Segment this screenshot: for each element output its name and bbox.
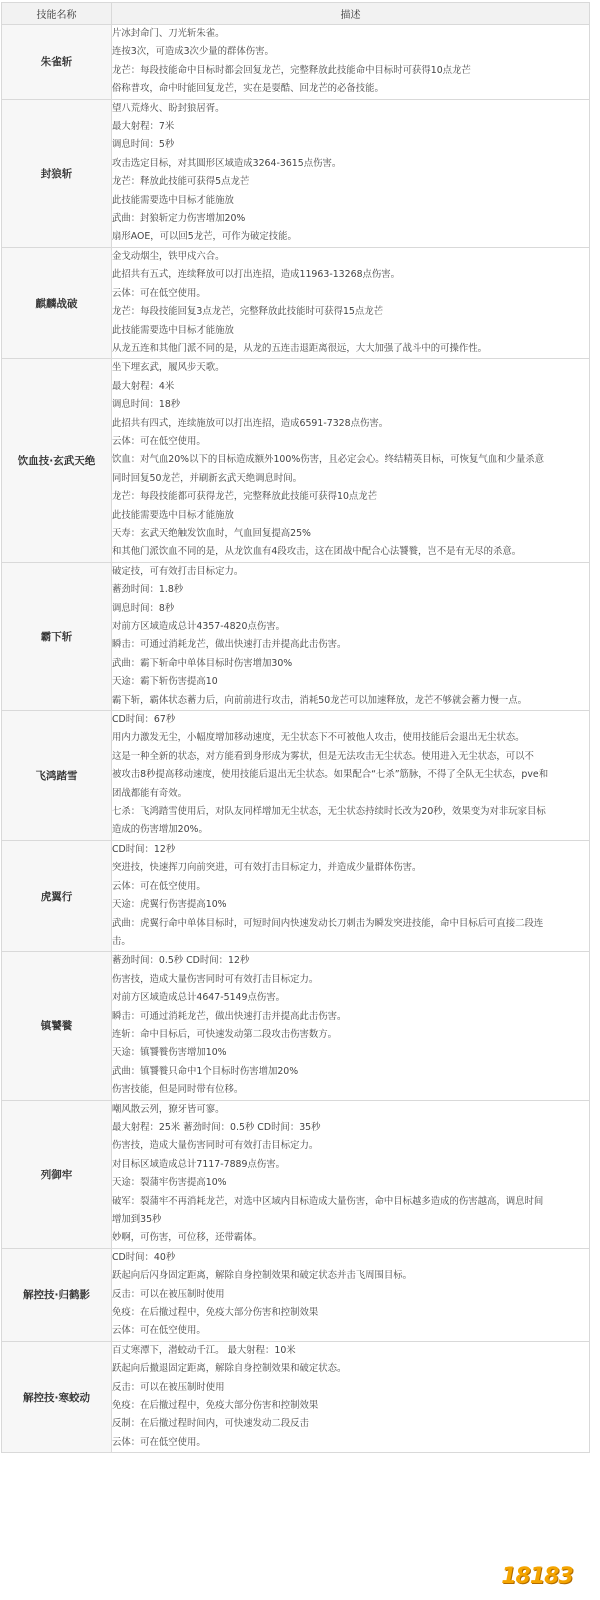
description-line: 云体：可在低空使用。 <box>112 880 206 892</box>
description-line: 百丈寒潭下，潜蛟动千江。 最大射程：10米 <box>112 1344 296 1356</box>
skill-description <box>112 99 590 247</box>
skill-name: 饮血技·玄武天绝 <box>2 359 112 562</box>
description-line: 最大射程：4米 <box>112 380 175 392</box>
description-line: 云体：可在低空使用。 <box>112 1436 206 1448</box>
skill-name: 解控技·寒蛟动 <box>2 1341 112 1452</box>
description-line: 此技能需要选中目标才能施放 <box>112 509 234 521</box>
description-line: 蓄劲时间：0.5秒 CD时间：12秒 <box>112 955 250 967</box>
table-header-row <box>2 3 590 25</box>
description-line: 此招共有四式，连续施放可以打出连招，造成6591-7328点伤害。 <box>112 417 389 429</box>
skill-description <box>112 25 590 100</box>
description-line: 霸下斩，霸体状态蓄力后，向前前进行攻击，消耗50龙芒可以加速释放，龙芒不够就会蓄力慢一点。 <box>112 694 528 706</box>
header-skill-name: 技能名称 <box>2 3 112 25</box>
description-line: 对目标区域造成总计7117-7889点伤害。 <box>112 1158 285 1170</box>
description-line: 反击：可以在被压制时使用 <box>112 1288 225 1300</box>
description-line: 团战都能有奇效。 <box>112 787 188 799</box>
description-line: 反制：在后撤过程时间内，可快速发动二段反击 <box>112 1418 309 1430</box>
description-line: 武曲：虎翼行命中单体目标时，可短时间内快速发动长刀刺击为瞬发突进技能，命中目标后可直接二段连 <box>112 917 544 929</box>
description-line: 武曲：镇饕餮只命中1个目标时伤害增加20% <box>112 1065 299 1077</box>
skill-name: 麒麟战破 <box>2 247 112 358</box>
description-line: 瞬击：可通过消耗龙芒，做出快速打击并提高此击伤害。 <box>112 1010 347 1022</box>
description-line: 攻击选定目标，对其圆形区域造成3264-3615点伤害。 <box>112 157 342 169</box>
description-line: 伤害技能，但是同时带有位移。 <box>112 1084 244 1096</box>
description-line: 同时回复50龙芒，并刷新玄武天绝调息时间。 <box>112 472 303 484</box>
description-line: 天途：镇饕餮伤害增加10% <box>112 1047 227 1059</box>
description-line: 免疫：在后撤过程中，免疫大部分伤害和控制效果 <box>112 1307 319 1319</box>
description-line: 扇形AOE，可以回5龙芒，可作为破定技能。 <box>112 231 297 243</box>
skill-name: 朱雀斩 <box>2 25 112 100</box>
skill-name: 列御牢 <box>2 1100 112 1248</box>
skill-name: 镇饕餮 <box>2 952 112 1100</box>
description-line: 和其他门派饮血不同的是，从龙饮血有4段攻击，这在团战中配合心法饕餮，岂不是有无尽的杀意。 <box>112 546 522 558</box>
description-line: 云体：可在低空使用。 <box>112 435 206 447</box>
description-line: 伤害技，造成大量伤害同时可有效打击目标定力。 <box>112 973 319 985</box>
description-line: 七杀：飞鸿踏雪使用后，对队友同样增加无尘状态，无尘状态持续时长改为20秒，效果变为对非玩家目标 <box>112 806 546 818</box>
site-logo-watermark <box>478 1554 596 1598</box>
description-line: 调息时间：8秒 <box>112 602 175 614</box>
description-line: 瞬击：可通过消耗龙芒，做出快速打击并提高此击伤害。 <box>112 639 347 651</box>
skill-name: 虎翼行 <box>2 840 112 951</box>
table-row <box>2 359 590 562</box>
description-line: 妙啊，可伤害，可位移，还带霸体。 <box>112 1232 263 1244</box>
description-line: 金戈动烟尘，铁甲戍六合。 <box>112 250 225 262</box>
description-line: 对前方区域造成总计4647-5149点伤害。 <box>112 992 285 1004</box>
skill-description <box>112 1248 590 1341</box>
description-line: 天途：霸下斩伤害提高10 <box>112 676 218 688</box>
table-row <box>2 25 590 100</box>
skill-description <box>112 1341 590 1452</box>
table-body <box>2 25 590 1453</box>
skill-description <box>112 840 590 951</box>
description-line: 武曲：封狼斩定力伤害增加20% <box>112 213 246 225</box>
description-line: 坐下埋玄武，履风步天歌。 <box>112 362 225 374</box>
description-line: 天途：虎翼行伤害提高10% <box>112 899 227 911</box>
table-row <box>2 247 590 358</box>
skill-description <box>112 1100 590 1248</box>
skill-name: 解控技·归鹤影 <box>2 1248 112 1341</box>
description-line: 龙芒：每段技能回复3点龙芒，完整释放此技能时可获得15点龙芒 <box>112 306 384 318</box>
table-row <box>2 1248 590 1341</box>
table-row <box>2 952 590 1100</box>
description-line: 免疫：在后撤过程中，免疫大部分伤害和控制效果 <box>112 1400 319 1412</box>
skill-description <box>112 952 590 1100</box>
table-row <box>2 711 590 841</box>
table-row <box>2 840 590 951</box>
description-line: 天寿：玄武天绝触发饮血时，气血回复提高25% <box>112 527 311 539</box>
skill-name: 飞鸿踏雪 <box>2 711 112 841</box>
description-line: 蓄劲时间：1.8秒 <box>112 584 184 596</box>
description-line: 突进技，快速挥刀向前突进，可有效打击目标定力，并造成少量群体伤害。 <box>112 862 422 874</box>
description-line: 龙芒：释放此技能可获得5点龙芒 <box>112 176 250 188</box>
description-line: 此招共有五式，连续释放可以打出连招，造成11963-13268点伤害。 <box>112 269 401 281</box>
skill-description <box>112 359 590 562</box>
description-line: 龙芒：每段技能命中目标时都会回复龙芒，完整释放此技能命中目标时可获得10点龙芒 <box>112 64 471 76</box>
description-line: 片冰封命门、刀光斩朱雀。 <box>112 28 225 39</box>
description-line: 被攻击8秒提高移动速度，使用技能后退出无尘状态。如果配合“七杀”筋脉，不得了全队无尘状态，pve和 <box>112 769 549 781</box>
skill-name: 封狼斩 <box>2 99 112 247</box>
description-line: 跃起向后撤退固定距离，解除自身控制效果和破定状态。 <box>112 1363 347 1375</box>
header-description: 描述 <box>112 3 590 25</box>
description-line: 此技能需要选中目标才能施放 <box>112 194 234 206</box>
description-line: 跃起向后闪身固定距离，解除自身控制效果和破定状态并击飞周围目标。 <box>112 1270 413 1282</box>
description-line: 连斩：命中目标后，可快速发动第二段攻击伤害数方。 <box>112 1028 338 1040</box>
description-line: 云体：可在低空使用。 <box>112 1325 206 1337</box>
description-line: 破军：裂蒲牢不再消耗龙芒，对选中区域内目标造成大量伤害，命中目标越多造成的伤害越高，调息时间 <box>112 1195 544 1207</box>
table-row <box>2 562 590 710</box>
description-line: 俗称普攻，命中时能回复龙芒，实在是耍酷、回龙芒的必备技能。 <box>112 83 384 95</box>
table-row <box>2 1341 590 1452</box>
description-line: 天途：裂蒲牢伤害提高10% <box>112 1177 227 1189</box>
skills-table <box>1 2 590 1453</box>
description-line: 饮血：对气血20%以下的目标造成额外100%伤害，且必定会心。终结精英目标，可恢复气血和少量杀意 <box>112 454 545 466</box>
description-line: 反击：可以在被压制时使用 <box>112 1381 225 1393</box>
description-line: 嘲风散云列，獠牙皆可寥。 <box>112 1103 225 1115</box>
description-line: 调息时间：5秒 <box>112 139 175 151</box>
description-line: 造成的伤害增加20%。 <box>112 824 208 836</box>
description-line: CD时间：40秒 <box>112 1251 176 1263</box>
description-line: 增加到35秒 <box>112 1214 162 1225</box>
description-line: 对前方区域造成总计4357-4820点伤害。 <box>112 621 285 632</box>
skill-name: 霸下斩 <box>2 562 112 710</box>
skill-description <box>112 562 590 710</box>
description-line: 破定技，可有效打击目标定力。 <box>112 565 244 577</box>
description-line: 伤害技，造成大量伤害同时可有效打击目标定力。 <box>112 1140 319 1152</box>
description-line: 用内力激发无尘，小幅度增加移动速度，无尘状态下不可被他人攻击，使用技能后会退出无尘状态。 <box>112 732 525 744</box>
description-line: 调息时间：18秒 <box>112 399 181 411</box>
description-line: 这是一种全新的状态，对方能看到身形成为雾状，但是无法攻击无尘状态。使用进入无尘状态，可以不 <box>112 750 534 762</box>
table-row <box>2 1100 590 1248</box>
description-line: 武曲：霸下斩命中单体目标时伤害增加30% <box>112 657 293 669</box>
description-line: 从龙五连和其他门派不同的是，从龙的五连击退距离很远，大大加强了战斗中的可操作性。 <box>112 342 488 354</box>
description-line: 最大射程：7米 <box>112 121 175 133</box>
skill-description <box>112 247 590 358</box>
description-line: CD时间：12秒 <box>112 843 176 855</box>
description-line: 最大射程：25米 蓄劲时间：0.5秒 CD时间：35秒 <box>112 1121 321 1133</box>
description-line: CD时间：67秒 <box>112 714 176 726</box>
skill-description <box>112 711 590 841</box>
table-row <box>2 99 590 247</box>
description-line: 击。 <box>112 935 131 947</box>
description-line: 龙芒：每段技能都可获得龙芒，完整释放此技能可获得10点龙芒 <box>112 491 378 503</box>
description-line: 连按3次，可造成3次少量的群体伤害。 <box>112 46 274 58</box>
description-line: 此技能需要选中目标才能施放 <box>112 324 234 336</box>
description-line: 望八荒烽火、盼封狼居胥。 <box>112 102 225 114</box>
description-line: 云体：可在低空使用。 <box>112 287 206 299</box>
logo-text: 18183 <box>501 1563 573 1589</box>
